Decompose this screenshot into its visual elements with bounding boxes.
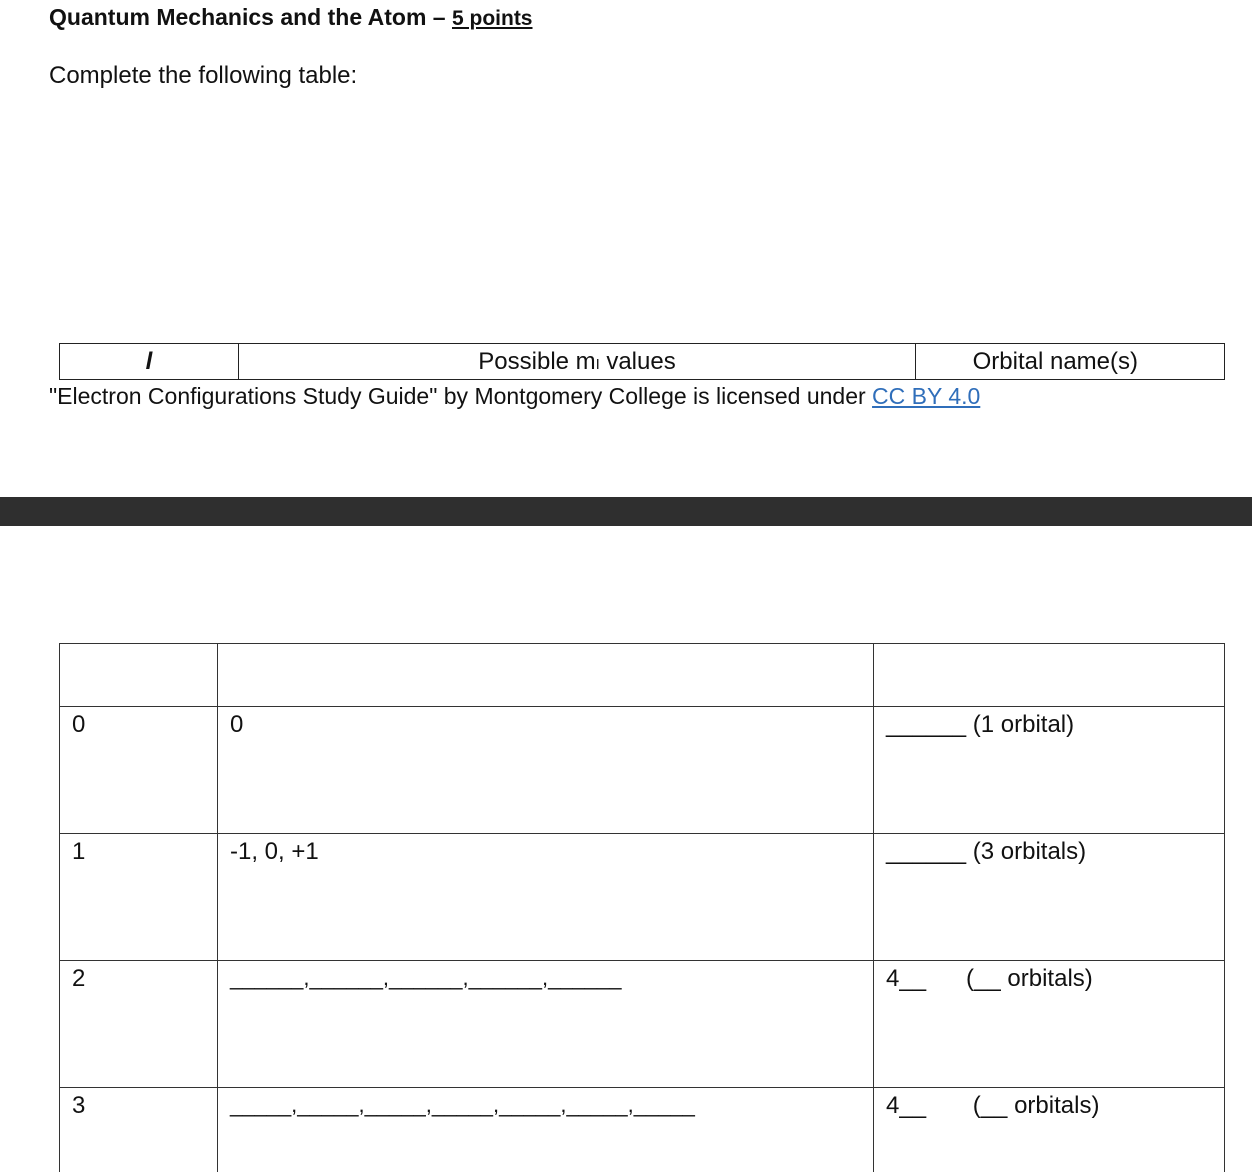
ml-cell: -1, 0, +1 xyxy=(218,834,874,961)
points-label: 5 points xyxy=(451,7,533,30)
header-ml: Possible mₗ values xyxy=(239,344,916,380)
title-text: Quantum Mechanics and the Atom – xyxy=(49,4,452,30)
table-row xyxy=(60,1088,1225,1173)
ml-cell[interactable]: ______,______,______,______,______ xyxy=(218,961,874,1088)
l-cell: 2 xyxy=(60,961,218,1088)
ml-cell[interactable]: _____,_____,_____,_____,_____,_____,_____ xyxy=(218,1088,874,1173)
header-table xyxy=(59,343,1225,380)
table-row xyxy=(60,834,1225,961)
table-row xyxy=(60,961,1225,1088)
table-header-row xyxy=(60,644,1225,707)
dark-image-strip xyxy=(0,497,1252,526)
license-credit xyxy=(49,383,980,410)
header-l: l xyxy=(60,344,239,380)
l-cell: 1 xyxy=(60,834,218,961)
l-cell: 0 xyxy=(60,707,218,834)
empty-cell xyxy=(874,644,1225,707)
orbital-table xyxy=(59,643,1225,1172)
orbital-cell[interactable]: ______ (3 orbitals) xyxy=(874,834,1225,961)
orbital-cell[interactable]: 4__ (__ orbitals) xyxy=(874,961,1225,1088)
page-title xyxy=(49,4,533,31)
empty-cell xyxy=(218,644,874,707)
license-link[interactable]: CC BY 4.0 xyxy=(872,383,981,409)
orbital-cell[interactable]: 4__ (__ orbitals) xyxy=(874,1088,1225,1173)
ml-cell: 0 xyxy=(218,707,874,834)
orbital-cell[interactable]: ______ (1 orbital) xyxy=(874,707,1225,834)
l-cell: 3 xyxy=(60,1088,218,1173)
credit-text: "Electron Configurations Study Guide" by Montgomery College is licensed under xyxy=(49,383,873,409)
table-row xyxy=(60,707,1225,834)
empty-cell xyxy=(60,644,218,707)
header-orbital: Orbital name(s) xyxy=(916,344,1225,380)
instruction-text: Complete the following table: xyxy=(49,62,358,89)
